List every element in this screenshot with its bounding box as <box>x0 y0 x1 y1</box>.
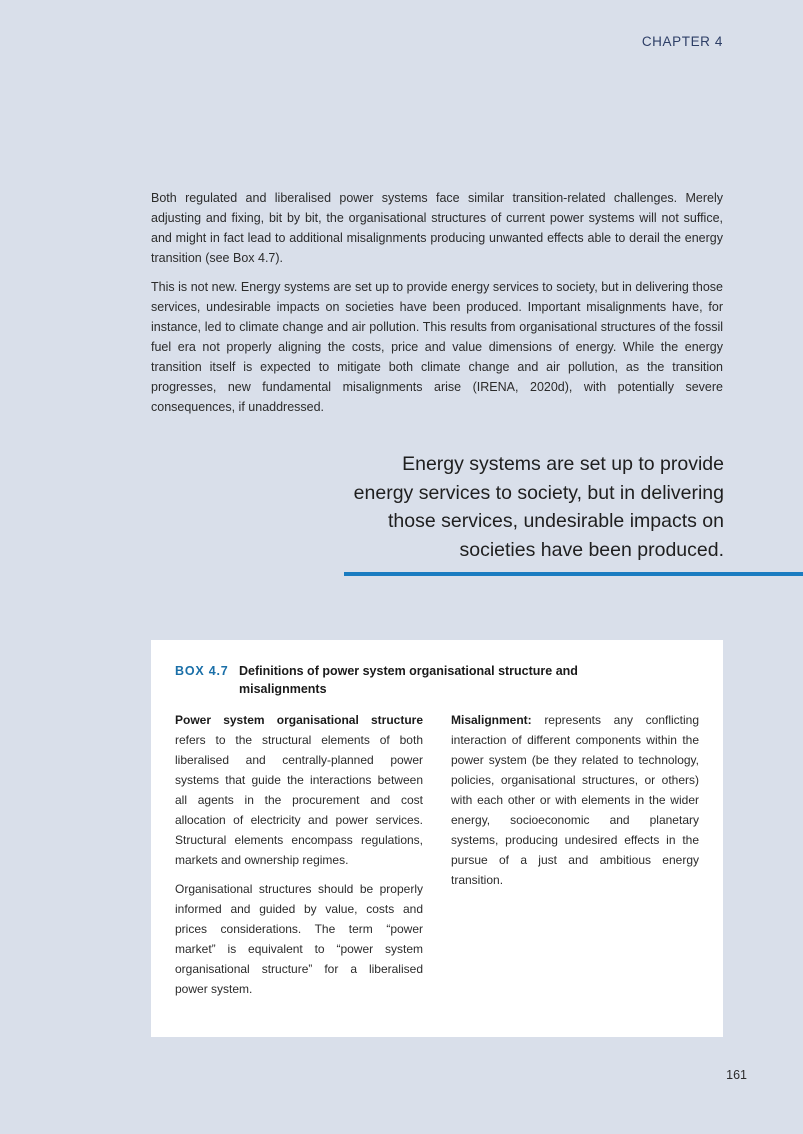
definitions-box <box>151 640 723 1037</box>
box-header <box>175 662 699 698</box>
box-left-column <box>175 710 423 1008</box>
box-right-column <box>451 710 699 1008</box>
definition-misalignment <box>451 710 699 890</box>
body-paragraph-1: Both regulated and liberalised power systems face similar transition-related challenges. Merely adjusting and fixing, bit by bit, the organisational structures of current power systems will not suffice, and might in fact lead to additional misalignments producing unwanted effects able to derail the energy transition (see Box 4.7). <box>151 191 723 265</box>
definition-text-organisational-structure: refers to the structural elements of both liberalised and centrally-planned power systems that guide the interactions between all agents in the procurement and cost allocation of electricity and power services. Structural elements encompass regulations, markets and ownership regimes. <box>175 733 423 867</box>
box-title: Definitions of power system organisational structure and misalignments <box>239 664 578 696</box>
term-organisational-structure: Power system organisational structure <box>175 713 423 727</box>
definition-organisational-structure <box>175 710 423 870</box>
term-misalignment: Misalignment: <box>451 713 532 727</box>
definition-text-misalignment: represents any conflicting interaction of different components within the power system (be they related to technology, policies, organisational structures, or others) with each other or with elements in the wider energy, socioeconomic and planetary systems, producing undesired effects in the pursue of a just and ambitious energy transition. <box>451 713 699 887</box>
box-columns <box>175 710 699 1008</box>
body-text <box>151 188 723 426</box>
box-label: BOX 4.7 <box>175 664 229 678</box>
pull-quote: Energy systems are set up to provide energy services to society, but in delivering those services, undesirable impacts on societies have been produced. <box>353 453 724 561</box>
page-number: 161 <box>726 1068 747 1082</box>
organisational-structure-note: Organisational structures should be properly informed and guided by value, costs and prices considerations. The term “power market” is equivalent to “power system organisational structure” for a liberalised power system. <box>175 882 423 996</box>
body-paragraph-2: This is not new. Energy systems are set up to provide energy services to society, but in delivering those services, undesirable impacts on societies have been produced. Important misalignments have, for instance, led to climate change and air pollution. This results from organisational structures of the fossil fuel era not properly aligning the costs, price and value dimensions of energy. While the energy transition itself is expected to mitigate both climate change and air pollution, as the transition progresses, new fundamental misalignments arise (IRENA, 2020d), with potentially severe consequences, if unaddressed. <box>151 280 723 414</box>
pull-quote-rule <box>344 572 803 576</box>
chapter-heading: CHAPTER 4 <box>641 34 723 49</box>
